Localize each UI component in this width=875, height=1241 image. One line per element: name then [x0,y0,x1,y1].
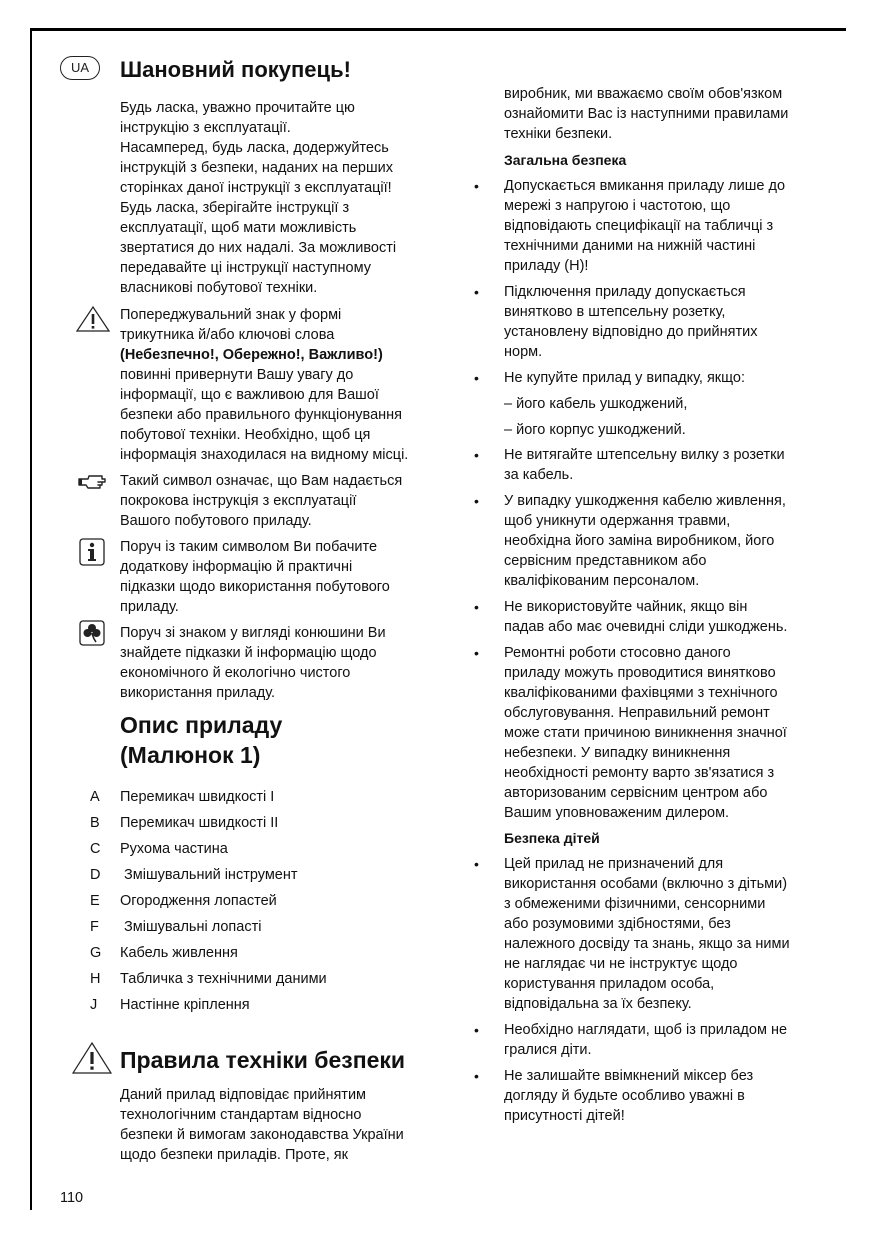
warning-triangle-icon [76,306,110,337]
intro-line: сторінках даної інструкції з експлуатації! [120,180,392,196]
bullet-line: відповідають специфікації на табличці з [504,218,774,234]
bullet-dot: • [474,599,479,615]
bullet-line: небезпеки. У випадку виникнення [504,745,731,761]
info-note-line: приладу. [120,599,179,615]
part-label: Перемикач швидкості I [120,789,275,805]
bullet-line: кваліфікованим персоналом. [504,573,700,589]
part-letter: J [90,997,98,1013]
bullet-line: Допускається вмикання приладу лише до [504,178,786,194]
safety-intro-line: технологічним стандартам відносно [120,1107,362,1123]
description-heading [120,710,282,770]
safety-bullet [474,368,819,388]
part-item [90,995,250,1015]
safety-intro-line: Даний прилад відповідає прийнятим [120,1087,367,1103]
bullet-line: може стати причиною виникнення значної [504,725,787,741]
warning-line: безпеки або правильного функціонування [120,407,403,423]
part-item [90,865,298,885]
warning-note [120,305,440,465]
page-frame-top-border [30,28,846,31]
continuation-line: виробник, ми вважаємо своїм обов'язком [504,86,783,102]
intro-line: власникові побутової техніки. [120,280,318,296]
bullet-line: падав або має очевидні сліди ушкоджень. [504,619,788,635]
eco-note-line: знайдете підказки й інформацію щодо [120,645,377,661]
part-item [90,813,278,833]
safety-bullet [474,491,819,591]
intro-line: Будь ласка, уважно прочитайте цю [120,100,355,116]
safety-bullet [474,643,819,823]
child-safety-bullet [474,1066,819,1126]
bullet-line: авторизованим сервісним центром або [504,785,768,801]
part-letter: B [90,815,100,831]
continuation-line: техніки безпеки. [504,126,613,142]
part-letter: E [90,893,100,909]
part-item [90,943,238,963]
bullet-line: Підключення приладу допускається [504,284,746,300]
eco-note-line: Поруч зі знаком у вигляді конюшини Ви [120,625,386,641]
bullet-dot: • [474,284,479,300]
bullet-dot: • [474,1068,479,1084]
intro-line: інструкцій з безпеки, наданих на перших [120,160,393,176]
bullet-line: щоб уникнути одержання травми, [504,513,731,529]
safety-title: Правила техніки безпеки [120,1047,406,1073]
clover-icon [79,620,105,651]
bullet-line: Не витягайте штепсельну вилку з розетки [504,447,785,463]
warning-line: трикутника й/або ключові слова [120,327,335,343]
part-label: Огородження лопастей [120,893,277,909]
info-note-line: додаткову інформацію й практичні [120,559,353,575]
intro-line: Будь ласка, зберігайте інструкції з [120,200,350,216]
bullet-line: кваліфікованими фахівцями з технічного [504,685,778,701]
part-letter: D [90,867,101,883]
child-safety-bullet [474,1020,819,1060]
part-label: Рухома частина [120,841,228,857]
description-subtitle: (Малюнок 1) [120,742,261,768]
child-safety-heading: Безпека дітей [504,830,600,846]
part-letter: G [90,945,102,961]
warning-line: інформація знаходилася на видному місці. [120,447,409,463]
safety-bullet [474,597,819,637]
part-letter: C [90,841,101,857]
bullet-line: сервісним представником або [504,553,707,569]
sub-item: – його кабель ушкоджений, [504,396,688,412]
hand-note-line: покрокова інструкція з експлуатації [120,493,357,509]
bullet-line: Необхідно наглядати, щоб із приладом не [504,1022,788,1038]
bullet-line: приладу (H)! [504,258,589,274]
part-letter: H [90,971,101,987]
bullet-dot: • [474,856,479,872]
sub-item: – його корпус ушкоджений. [504,422,686,438]
hand-note-line: Такий символ означає, що Вам надається [120,473,403,489]
bullet-line: або розумовими здібностями, без [504,916,731,932]
safety-continuation [504,84,824,144]
eco-note-line: економічного й екологічно чистого [120,665,351,681]
part-label: Перемикач швидкості II [120,815,279,831]
pointing-hand-icon [78,474,106,497]
bullet-line: необхідна його заміна виробником, його [504,533,775,549]
description-title: Опис приладу [120,712,283,738]
safety-bullet [474,176,819,276]
part-item [90,969,327,989]
general-safety-heading: Загальна безпека [504,152,627,168]
eco-note-line: використання приладу. [120,685,276,701]
language-badge: UA [60,56,100,80]
warning-line: побутової техніки. Необхідно, щоб ця [120,427,371,443]
warning-keywords: (Небезпечно!, Обережно!, Важливо!) [120,347,383,363]
part-item [90,891,277,911]
part-item [90,839,228,859]
bullet-line: обслуговування. Неправильний ремонт [504,705,770,721]
continuation-line: ознайомити Вас із наступними правилами [504,106,789,122]
bullet-dot: • [474,1022,479,1038]
bullet-line: приладу можуть проводитися винятково [504,665,776,681]
bullet-line: мережі з напругою і частотою, що [504,198,731,214]
bullet-line: догляду й будьте особливо уважні в [504,1088,745,1104]
intro-line: Насамперед, будь ласка, додержуйтесь [120,140,389,156]
part-label: Табличка з технічними даними [120,971,327,987]
part-letter: F [90,919,99,935]
page-number: 110 [60,1190,84,1206]
safety-warning-icon [72,1042,112,1079]
page-frame-left-border [30,28,32,1210]
bullet-line: Не використовуйте чайник, якщо він [504,599,748,615]
bullet-line: норм. [504,344,543,360]
safety-bullet [474,282,819,362]
bullet-line: відповідальна за їх безпеку. [504,996,692,1012]
warning-line: інформації, що є важливою для Вашої [120,387,379,403]
bullet-line: Не купуйте прилад у випадку, якщо: [504,370,745,386]
bullet-dot: • [474,645,479,661]
bullet-line: установлену відповідно до прийнятих [504,324,758,340]
bullet-line: необхідності ремонту варто зв'язатися з [504,765,775,781]
info-note-line: підказки щодо використання побутового [120,579,390,595]
intro-line: експлуатації, щоб мати можливість [120,220,357,236]
info-icon [79,538,105,571]
hand-note [120,471,440,531]
intro-line: передавайте ці інструкції наступному [120,260,371,276]
bullet-line: Не залишайте ввімкнений міксер без [504,1068,754,1084]
child-safety-bullet [474,854,819,1014]
info-note-line: Поруч із таким символом Ви побачите [120,539,378,555]
bullet-line: використання особами (включно з дітьми) [504,876,788,892]
bullet-line: користування приладом особа, [504,976,715,992]
safety-intro [120,1085,440,1165]
intro-line: звертатися до них надалі. За можливості [120,240,397,256]
bullet-line: присутності дітей! [504,1108,625,1124]
bullet-line: за кабель. [504,467,574,483]
bullet-line: Цей прилад не призначений для [504,856,724,872]
bullet-line: У випадку ушкодження кабелю живлення, [504,493,786,509]
bullet-dot: • [474,370,479,386]
hand-note-line: Вашого побутового приладу. [120,513,312,529]
bullet-line: не наглядає чи не інструктує щодо [504,956,738,972]
part-item [90,917,261,937]
part-item [90,787,274,807]
intro-paragraph [120,98,440,298]
part-label: Змішувальний інструмент [120,867,298,883]
bullet-dot: • [474,493,479,509]
info-note [120,537,440,617]
bullet-dot: • [474,447,479,463]
bullet-line: гралися діти. [504,1042,592,1058]
intro-line: інструкцію з експлуатації. [120,120,291,136]
warning-line: повинні привернути Вашу увагу до [120,367,354,383]
bullet-line: винятково в штепсельну розетку, [504,304,726,320]
eco-note [120,623,440,703]
warning-line: Попереджувальний знак у формі [120,307,342,323]
part-label: Настінне кріплення [120,997,250,1013]
bullet-line: Вашим уповноваженим дилером. [504,805,730,821]
part-label: Кабель живлення [120,945,238,961]
bullet-line: належного досвіду та знань, якщо за ними [504,936,790,952]
bullet-line: з обмеженими фізичними, сенсорними [504,896,766,912]
safety-intro-line: щодо безпеки приладів. Проте, як [120,1147,348,1163]
safety-intro-line: безпеки й вимогам законодавства України [120,1127,404,1143]
page-title: Шановний покупець! [120,57,351,82]
part-letter: A [90,789,100,805]
bullet-line: технічними даними на нижній частині [504,238,756,254]
bullet-line: Ремонтні роботи стосовно даного [504,645,731,661]
bullet-dot: • [474,178,479,194]
safety-bullet [474,445,819,485]
part-label: Змішувальні лопасті [120,919,262,935]
